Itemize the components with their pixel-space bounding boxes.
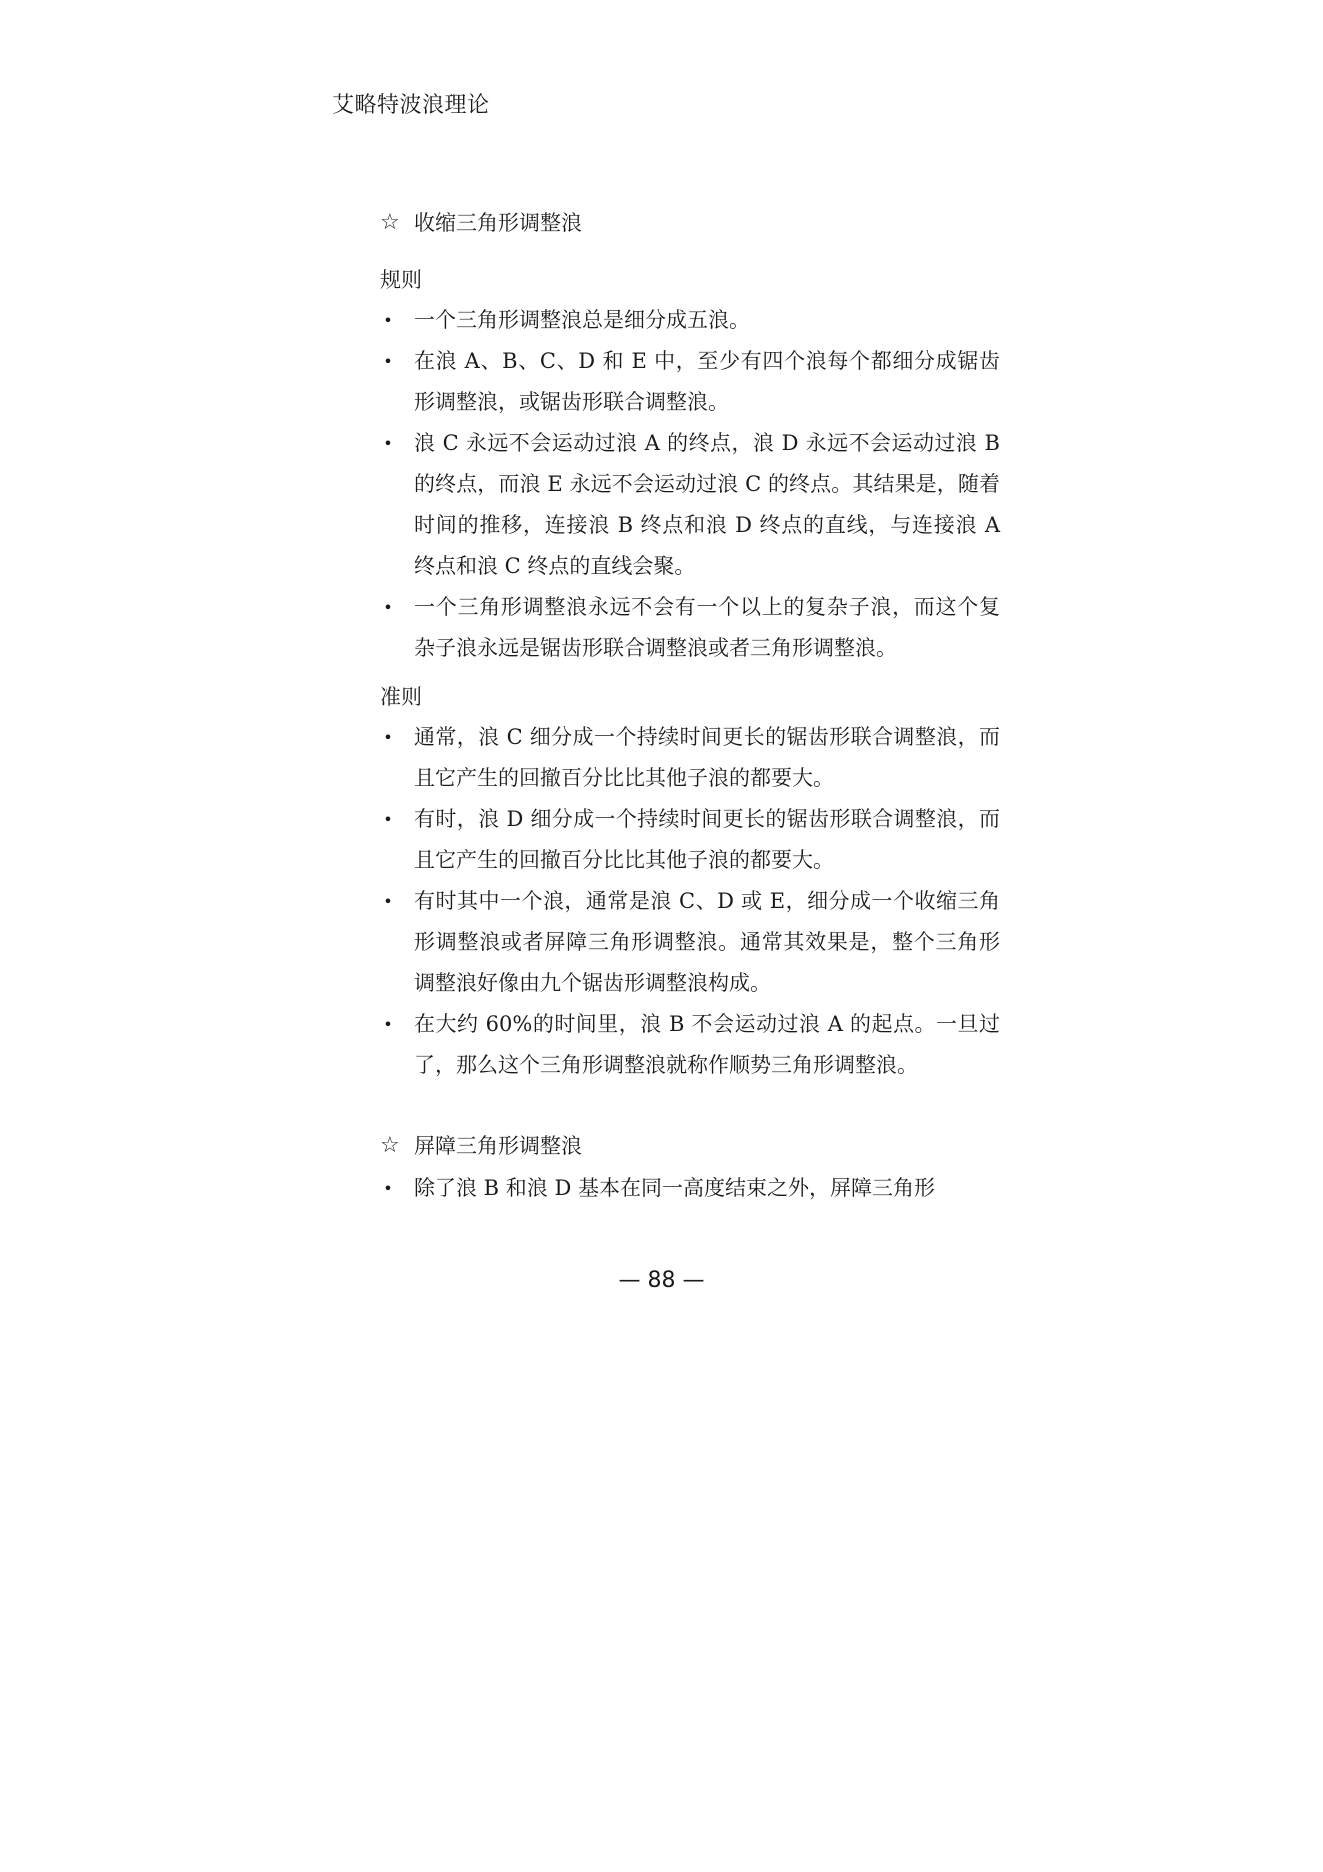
- page-content: [380, 203, 1000, 1209]
- bullet-icon: •: [383, 1179, 393, 1198]
- list-item: [380, 799, 1000, 881]
- list-item-text: 除了浪 B 和浪 D 基本在同一高度结束之外，屏障三角形: [414, 1176, 935, 1200]
- bullet-icon: •: [383, 598, 393, 617]
- list-item: [380, 881, 1000, 1004]
- bullet-icon: •: [383, 352, 393, 371]
- barrier-triangle-list: [380, 1168, 1000, 1209]
- section-title-contracting-triangle: [380, 203, 1000, 243]
- list-item: [380, 1168, 1000, 1209]
- list-item-text: 通常，浪 C 细分成一个持续时间更长的锯齿形联合调整浪，而且它产生的回撤百分比比其他子浪的都要大。: [414, 725, 1000, 790]
- star-icon: ☆: [380, 1133, 400, 1158]
- list-item-text: 浪 C 永远不会运动过浪 A 的终点，浪 D 永远不会运动过浪 B 的终点，而浪 E 永远不会运动过浪 C 的终点。其结果是，随着时间的推移，连接浪 B 终点和浪 D 终点的直线，与连接浪 A 终点和浪 C 终点的直线会聚。: [414, 431, 1000, 578]
- list-item-text: 一个三角形调整浪永远不会有一个以上的复杂子浪，而这个复杂子浪永远是锯齿形联合调整浪或者三角形调整浪。: [414, 595, 1000, 660]
- guidelines-heading: 准则: [380, 685, 422, 709]
- page-number: — 88 —: [618, 1268, 705, 1293]
- list-item-text: 在浪 A、B、C、D 和 E 中，至少有四个浪每个都细分成锯齿形调整浪，或锯齿形联合调整浪。: [414, 349, 1000, 414]
- bullet-icon: •: [383, 311, 393, 330]
- bullet-icon: •: [383, 1015, 393, 1034]
- section-title-text: 屏障三角形调整浪: [414, 1134, 582, 1158]
- rules-heading: 规则: [380, 268, 422, 292]
- running-header: 艾略特波浪理论: [332, 93, 490, 118]
- bullet-icon: •: [383, 728, 393, 747]
- bullet-icon: •: [383, 810, 393, 829]
- list-item: [380, 1004, 1000, 1086]
- bullet-icon: •: [383, 434, 393, 453]
- star-icon: ☆: [380, 210, 400, 235]
- rules-list: [380, 300, 1000, 669]
- list-item-text: 有时，浪 D 细分成一个持续时间更长的锯齿形联合调整浪，而且它产生的回撤百分比比其他子浪的都要大。: [414, 807, 1000, 872]
- list-item-text: 一个三角形调整浪总是细分成五浪。: [414, 308, 750, 332]
- guidelines-list: [380, 717, 1000, 1086]
- list-item: [380, 717, 1000, 799]
- section-title-text: 收缩三角形调整浪: [414, 211, 582, 235]
- list-item-text: 有时其中一个浪，通常是浪 C、D 或 E，细分成一个收缩三角形调整浪或者屏障三角形调整浪。通常其效果是，整个三角形调整浪好像由九个锯齿形调整浪构成。: [414, 889, 1000, 995]
- bullet-icon: •: [383, 892, 393, 911]
- section-title-barrier-triangle: [380, 1126, 1000, 1166]
- list-item: [380, 341, 1000, 423]
- list-item: [380, 423, 1000, 587]
- list-item-text: 在大约 60%的时间里，浪 B 不会运动过浪 A 的起点。一旦过了，那么这个三角形调整浪就称作顺势三角形调整浪。: [414, 1012, 1000, 1077]
- list-item: [380, 587, 1000, 669]
- list-item: [380, 300, 1000, 341]
